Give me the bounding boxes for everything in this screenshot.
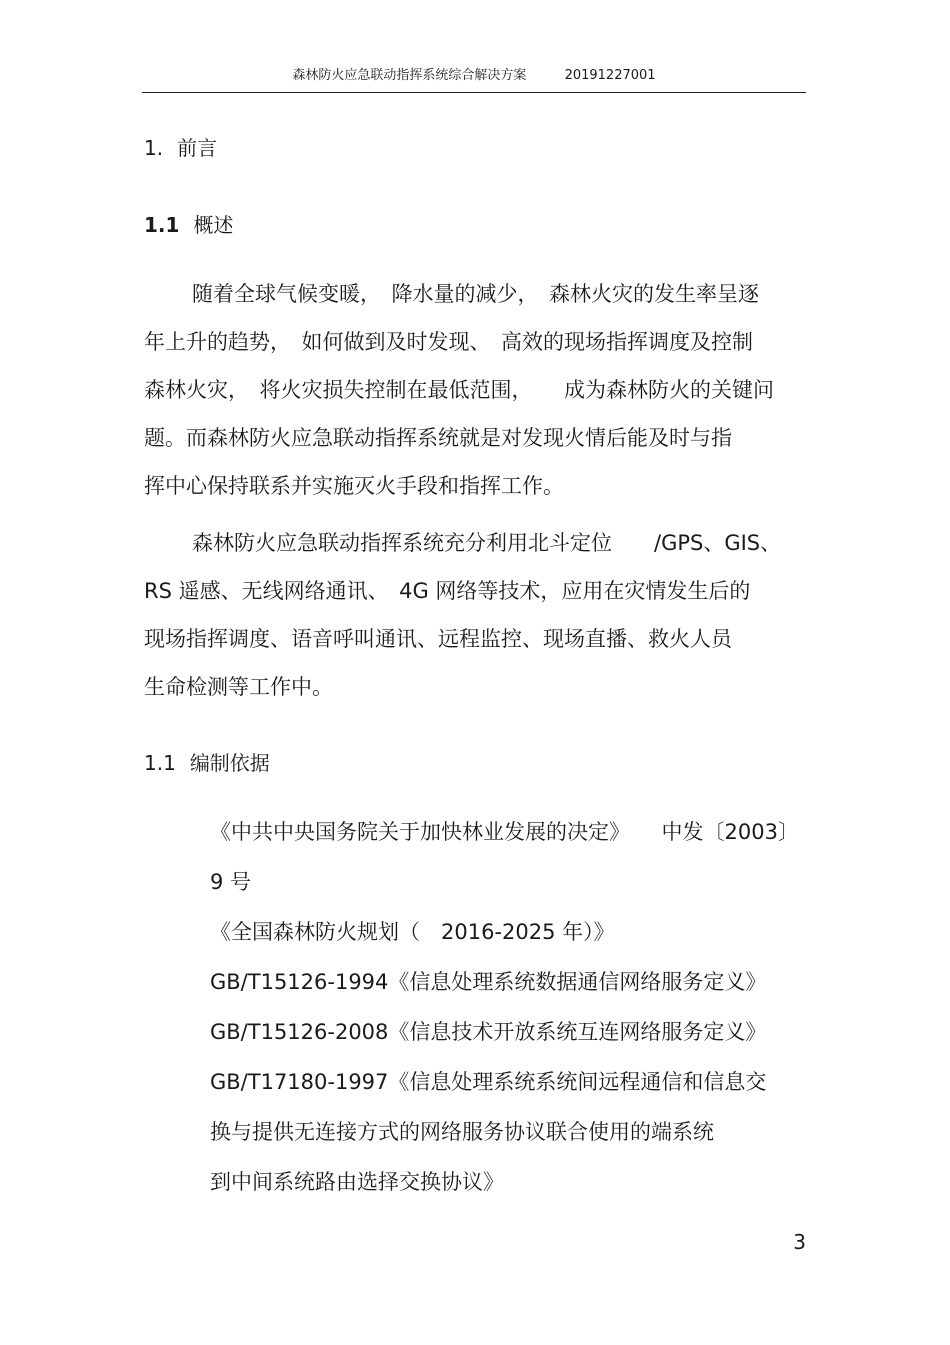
section-number: 1. — [144, 136, 164, 160]
document-id: 20191227001 — [564, 68, 656, 83]
section-number: 1.1 — [144, 751, 176, 775]
reference-item: 《中共中央国务院关于加快林业发展的决定》 中发〔2003〕 — [210, 820, 799, 844]
section-heading-preface — [144, 134, 217, 162]
reference-item: GB/T15126-1994《信息处理系统数据通信网络服务定义》 — [210, 970, 767, 994]
overview-paragraph-2 — [144, 519, 808, 711]
paragraph-line: RS 遥感、无线网络通讯、 4G 网络等技术，应用在灾情发生后的 — [144, 579, 751, 603]
reference-item: GB/T15126-2008《信息技术开放系统互连网络服务定义》 — [210, 1020, 767, 1044]
reference-list — [210, 807, 810, 1207]
reference-item: 换与提供无连接方式的网络服务协议联合使用的端系统 — [210, 1120, 714, 1144]
page-number: 3 — [793, 1230, 806, 1254]
reference-item: 9 号 — [210, 870, 252, 894]
paragraph-line: 森林火灾， 将火灾损失控制在最低范围， 成为森林防火的关键问 — [144, 378, 774, 402]
reference-item: GB/T17180-1997《信息处理系统系统间远程通信和信息交 — [210, 1070, 767, 1094]
reference-item: 《全国森林防火规划（ 2016-2025 年）》 — [210, 920, 615, 944]
section-heading-basis — [144, 749, 270, 777]
section-title: 前言 — [177, 136, 218, 160]
section-title: 概述 — [193, 213, 234, 237]
document-title: 森林防火应急联动指挥系统综合解决方案 — [292, 68, 527, 83]
section-heading-overview — [144, 211, 233, 239]
section-title: 编制依据 — [189, 751, 270, 775]
paragraph-line: 年上升的趋势， 如何做到及时发现、 高效的现场指挥调度及控制 — [144, 330, 753, 354]
paragraph-line: 现场指挥调度、语音呼叫通讯、远程监控、现场直播、救火人员 — [144, 627, 732, 651]
paragraph-line: 随着全球气候变暖， 降水量的减少， 森林火灾的发生率呈逐 — [192, 282, 759, 306]
reference-item: 到中间系统路由选择交换协议》 — [210, 1170, 504, 1194]
paragraph-line: 挥中心保持联系并实施灭火手段和指挥工作。 — [144, 474, 564, 498]
paragraph-line: 生命检测等工作中。 — [144, 675, 333, 699]
overview-paragraph-1 — [144, 270, 808, 510]
paragraph-line: 森林防火应急联动指挥系统充分利用北斗定位 /GPS、GIS、 — [192, 531, 782, 555]
paragraph-line: 题。而森林防火应急联动指挥系统就是对发现火情后能及时与指 — [144, 426, 732, 450]
section-number: 1.1 — [144, 213, 180, 237]
page-header — [142, 66, 806, 93]
